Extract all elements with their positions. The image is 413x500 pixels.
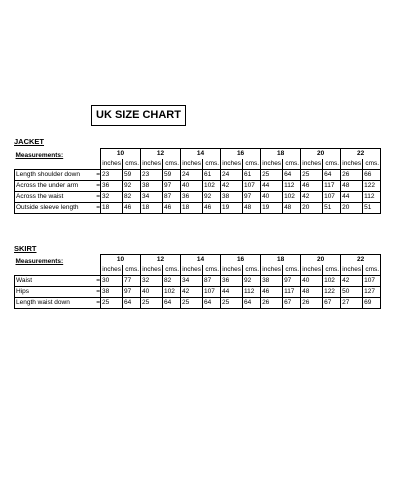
- table-row: [15, 192, 381, 203]
- row-value: 97: [123, 287, 141, 298]
- row-value: 36: [181, 192, 203, 203]
- measurements-label: Measurements:: [15, 151, 64, 159]
- row-value: 46: [301, 181, 323, 192]
- skirt-size-table: [14, 254, 381, 309]
- row-value: 66: [363, 170, 381, 181]
- row-value: 18: [181, 203, 203, 214]
- row-value: 46: [261, 287, 283, 298]
- row-value: 42: [181, 287, 203, 298]
- row-value: 50: [341, 287, 363, 298]
- row-value: 32: [141, 276, 163, 287]
- unit-header-row: [15, 159, 381, 170]
- row-value: 42: [301, 192, 323, 203]
- unit-header-row: [15, 265, 381, 276]
- row-value: 36: [221, 276, 243, 287]
- row-value: 97: [163, 181, 181, 192]
- row-value: 34: [181, 276, 203, 287]
- row-value: 67: [283, 298, 301, 309]
- row-value: 51: [363, 203, 381, 214]
- size-header-22: 22: [341, 149, 381, 160]
- row-value: 23: [141, 170, 163, 181]
- unit-label: inches: [341, 159, 363, 170]
- row-equals: =: [93, 298, 101, 309]
- row-value: 59: [123, 170, 141, 181]
- row-value: 18: [101, 203, 123, 214]
- row-label: Length shoulder down: [15, 170, 93, 181]
- row-value: 64: [163, 298, 181, 309]
- row-value: 46: [203, 203, 221, 214]
- row-value: 48: [301, 287, 323, 298]
- unit-label: cms.: [243, 265, 261, 276]
- jacket-size-table: [14, 148, 381, 214]
- row-value: 38: [101, 287, 123, 298]
- row-value: 61: [243, 170, 261, 181]
- unit-label: cms.: [363, 265, 381, 276]
- row-value: 107: [323, 192, 341, 203]
- unit-label: inches: [221, 265, 243, 276]
- unit-label: inches: [181, 265, 203, 276]
- row-value: 24: [221, 170, 243, 181]
- row-value: 44: [341, 192, 363, 203]
- unit-label: cms.: [323, 159, 341, 170]
- measurements-label: Measurements:: [15, 257, 64, 265]
- unit-header-blank: [15, 159, 101, 170]
- row-equals: =: [93, 192, 101, 203]
- unit-label: inches: [261, 159, 283, 170]
- size-header-row: [15, 255, 381, 266]
- skirt-section-title: SKIRT: [14, 244, 37, 253]
- row-value: 67: [323, 298, 341, 309]
- row-label: Length waist down: [15, 298, 93, 309]
- row-value: 24: [181, 170, 203, 181]
- row-value: 112: [363, 192, 381, 203]
- unit-label: cms.: [363, 159, 381, 170]
- row-value: 30: [101, 276, 123, 287]
- row-value: 25: [141, 298, 163, 309]
- unit-label: cms.: [283, 265, 301, 276]
- unit-label: inches: [261, 265, 283, 276]
- unit-label: inches: [341, 265, 363, 276]
- row-value: 38: [221, 192, 243, 203]
- row-value: 32: [101, 192, 123, 203]
- unit-label: cms.: [163, 265, 181, 276]
- row-equals: =: [93, 181, 101, 192]
- row-value: 122: [363, 181, 381, 192]
- unit-label: inches: [181, 159, 203, 170]
- row-equals: =: [93, 170, 101, 181]
- row-value: 64: [243, 298, 261, 309]
- size-header-20: 20: [301, 255, 341, 266]
- row-value: 77: [123, 276, 141, 287]
- table-row: [15, 181, 381, 192]
- size-header-10: 10: [101, 255, 141, 266]
- row-value: 25: [261, 170, 283, 181]
- row-value: 102: [323, 276, 341, 287]
- row-value: 82: [163, 276, 181, 287]
- row-equals: =: [93, 287, 101, 298]
- row-value: 38: [261, 276, 283, 287]
- table-row: [15, 287, 381, 298]
- unit-label: inches: [141, 265, 163, 276]
- row-value: 97: [243, 192, 261, 203]
- row-value: 102: [283, 192, 301, 203]
- row-value: 25: [221, 298, 243, 309]
- row-value: 46: [163, 203, 181, 214]
- size-header-18: 18: [261, 255, 301, 266]
- row-value: 25: [301, 170, 323, 181]
- row-value: 42: [221, 181, 243, 192]
- size-header-16: 16: [221, 149, 261, 160]
- unit-label: inches: [301, 159, 323, 170]
- row-value: 26: [301, 298, 323, 309]
- row-label: Outside sleeve length: [15, 203, 93, 214]
- row-equals: =: [93, 276, 101, 287]
- row-value: 61: [203, 170, 221, 181]
- row-value: 46: [123, 203, 141, 214]
- unit-label: cms.: [203, 159, 221, 170]
- table-row: [15, 203, 381, 214]
- row-value: 36: [101, 181, 123, 192]
- row-value: 26: [261, 298, 283, 309]
- unit-label: cms.: [163, 159, 181, 170]
- size-header-16: 16: [221, 255, 261, 266]
- row-value: 20: [301, 203, 323, 214]
- row-value: 117: [323, 181, 341, 192]
- unit-label: inches: [101, 159, 123, 170]
- row-label: Across the waist: [15, 192, 93, 203]
- row-value: 20: [341, 203, 363, 214]
- jacket-section-title: JACKET: [14, 137, 45, 146]
- row-value: 40: [301, 276, 323, 287]
- row-value: 59: [163, 170, 181, 181]
- row-value: 19: [261, 203, 283, 214]
- row-value: 112: [283, 181, 301, 192]
- row-value: 107: [243, 181, 261, 192]
- row-value: 48: [243, 203, 261, 214]
- unit-label: inches: [101, 265, 123, 276]
- row-value: 92: [123, 181, 141, 192]
- row-value: 26: [341, 170, 363, 181]
- row-label: Waist: [15, 276, 93, 287]
- row-value: 92: [203, 192, 221, 203]
- row-value: 97: [283, 276, 301, 287]
- row-value: 92: [243, 276, 261, 287]
- table-row: [15, 170, 381, 181]
- unit-label: inches: [221, 159, 243, 170]
- size-header-22: 22: [341, 255, 381, 266]
- row-value: 25: [181, 298, 203, 309]
- row-value: 69: [363, 298, 381, 309]
- row-value: 25: [101, 298, 123, 309]
- unit-label: cms.: [123, 265, 141, 276]
- chart-title: UK SIZE CHART: [91, 105, 186, 126]
- row-value: 40: [261, 192, 283, 203]
- row-value: 48: [341, 181, 363, 192]
- unit-header-blank: [15, 265, 101, 276]
- row-value: 107: [363, 276, 381, 287]
- row-value: 38: [141, 181, 163, 192]
- row-value: 107: [203, 287, 221, 298]
- size-header-14: 14: [181, 255, 221, 266]
- row-value: 19: [221, 203, 243, 214]
- row-value: 42: [341, 276, 363, 287]
- size-header-10: 10: [101, 149, 141, 160]
- unit-label: cms.: [283, 159, 301, 170]
- row-value: 40: [141, 287, 163, 298]
- size-header-20: 20: [301, 149, 341, 160]
- row-value: 127: [363, 287, 381, 298]
- row-label: Hips: [15, 287, 93, 298]
- row-value: 64: [203, 298, 221, 309]
- row-value: 27: [341, 298, 363, 309]
- unit-label: inches: [301, 265, 323, 276]
- row-value: 18: [141, 203, 163, 214]
- row-value: 87: [203, 276, 221, 287]
- size-header-12: 12: [141, 149, 181, 160]
- row-value: 40: [181, 181, 203, 192]
- row-value: 64: [123, 298, 141, 309]
- row-value: 34: [141, 192, 163, 203]
- row-value: 122: [323, 287, 341, 298]
- row-value: 102: [203, 181, 221, 192]
- row-value: 48: [283, 203, 301, 214]
- unit-label: cms.: [123, 159, 141, 170]
- unit-label: cms.: [323, 265, 341, 276]
- unit-label: inches: [141, 159, 163, 170]
- row-value: 51: [323, 203, 341, 214]
- row-value: 82: [123, 192, 141, 203]
- row-value: 102: [163, 287, 181, 298]
- size-header-row: [15, 149, 381, 160]
- unit-label: cms.: [243, 159, 261, 170]
- row-label: Across the under arm: [15, 181, 93, 192]
- row-equals: =: [93, 203, 101, 214]
- row-value: 23: [101, 170, 123, 181]
- table-row: [15, 276, 381, 287]
- table-row: [15, 298, 381, 309]
- row-value: 44: [221, 287, 243, 298]
- size-header-18: 18: [261, 149, 301, 160]
- row-value: 112: [243, 287, 261, 298]
- unit-label: cms.: [203, 265, 221, 276]
- row-value: 64: [323, 170, 341, 181]
- row-value: 117: [283, 287, 301, 298]
- row-value: 44: [261, 181, 283, 192]
- row-value: 87: [163, 192, 181, 203]
- size-header-14: 14: [181, 149, 221, 160]
- size-header-12: 12: [141, 255, 181, 266]
- row-value: 64: [283, 170, 301, 181]
